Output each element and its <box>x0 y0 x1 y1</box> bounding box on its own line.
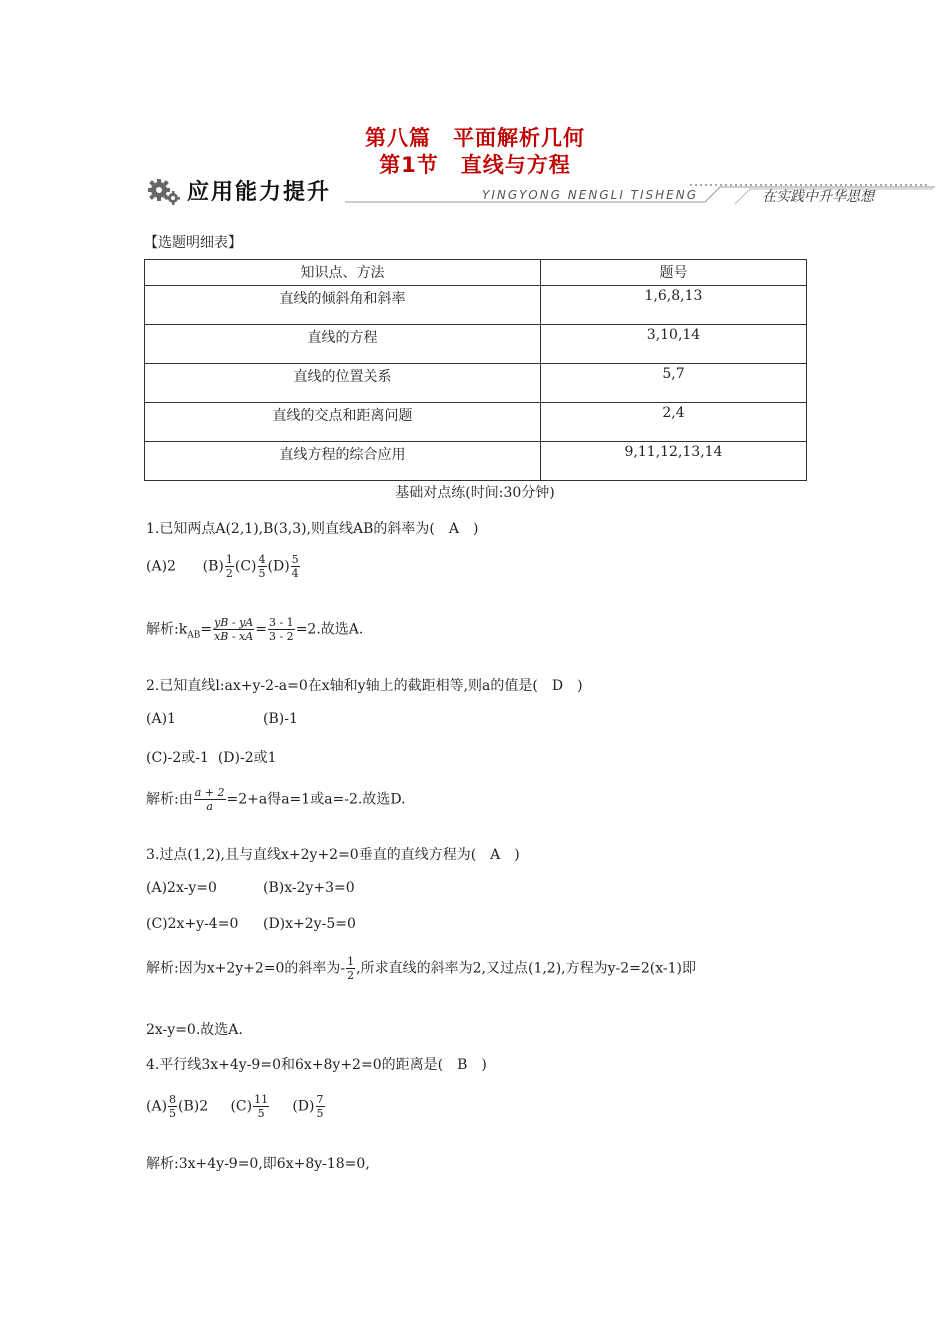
q1-option-a: (A)2 <box>146 558 176 575</box>
q2-option-c: (C)-2或-1 <box>146 750 209 766</box>
banner-title: 应用能力提升 <box>187 180 332 205</box>
fraction: $\frac{1}{2}$ <box>347 955 355 982</box>
q4-option-b: (B)2 <box>178 1098 209 1115</box>
fraction: $\frac{a + 2}{a}$ <box>194 786 225 813</box>
q3-solution: 解析:因为x+2y+2=0的斜率为- $\frac{1}{2}$ ,所求直线的斜率为2,又过点(1,2),方程为y-2=2(x-1)即 <box>146 955 697 982</box>
q1-options <box>146 553 301 580</box>
fraction: $\frac{3 - 1}{3 - 2}$ <box>268 616 294 643</box>
table-row <box>145 325 807 364</box>
q1-option-c: (C) <box>234 558 257 575</box>
banner-slogan: 在实践中升华思想 <box>762 189 874 205</box>
q2-option-b: (B)-1 <box>263 711 298 727</box>
section-title: 第1节 直线与方程 <box>379 153 571 177</box>
table-row <box>145 442 807 481</box>
q3-solution-line2: 2x-y=0.故选A. <box>146 1022 243 1038</box>
gear-icon <box>146 178 182 206</box>
q2-option-d: (D)-2或1 <box>217 750 277 766</box>
fraction: $\frac{8}{5}$ <box>169 1093 177 1120</box>
table-label: 【选题明细表】 <box>144 235 242 251</box>
chapter-title: 第八篇 平面解析几何 <box>365 126 585 150</box>
table-header-row <box>145 260 807 286</box>
table-header-number: 题号 <box>541 260 807 286</box>
fraction: $\frac{yB - yA}{xB - xA}$ <box>214 616 254 643</box>
table-row <box>145 403 807 442</box>
table-cell: 直线的方程 <box>145 325 541 364</box>
table-row <box>145 364 807 403</box>
banner-english: YINGYONG NENGLI TISHENG <box>482 188 699 202</box>
table-cell: 直线方程的综合应用 <box>145 442 541 481</box>
table-cell: 直线的倾斜角和斜率 <box>145 286 541 325</box>
q2-options-row1 <box>146 711 298 727</box>
table-row <box>145 286 807 325</box>
q3-option-b: (B)x-2y+3=0 <box>263 880 355 896</box>
q3-option-a: (A)2x-y=0 <box>146 880 217 896</box>
fraction: $\frac{1}{2}$ <box>225 553 233 580</box>
practice-caption: 基础对点练(时间:30分钟) <box>395 485 555 501</box>
q3-option-c: (C)2x+y-4=0 <box>146 916 239 932</box>
table-cell: 9,11,12,13,14 <box>541 442 807 481</box>
q4-stem: 4.平行线3x+4y-9=0和6x+8y+2=0的距离是( B ) <box>146 1057 487 1073</box>
table-cell: 5,7 <box>541 364 807 403</box>
table-cell: 直线的交点和距离问题 <box>145 403 541 442</box>
fraction: $\frac{5}{4}$ <box>291 553 299 580</box>
table-cell: 3,10,14 <box>541 325 807 364</box>
q2-option-a: (A)1 <box>146 711 176 727</box>
question-table <box>144 259 807 481</box>
q3-options-row1 <box>146 880 355 896</box>
q3-options-row2 <box>146 916 356 932</box>
q4-solution: 解析:3x+4y-9=0,即6x+8y-18=0, <box>146 1156 370 1172</box>
table-cell: 直线的位置关系 <box>145 364 541 403</box>
q2-options-row2 <box>146 747 277 767</box>
table-cell: 1,6,8,13 <box>541 286 807 325</box>
q3-stem: 3.过点(1,2),且与直线x+2y+2=0垂直的直线方程为( A ) <box>146 847 520 863</box>
fraction: $\frac{4}{5}$ <box>258 553 266 580</box>
q4-options <box>146 1093 326 1120</box>
table-header-knowledge: 知识点、方法 <box>145 260 541 286</box>
q2-solution: 解析:由 $\frac{a + 2}{a}$ =2+a得a=1或a=-2.故选D. <box>146 786 406 813</box>
table-cell: 2,4 <box>541 403 807 442</box>
q2-stem: 2.已知直线l:ax+y-2-a=0在x轴和y轴上的截距相等,则a的值是( D ) <box>146 678 583 694</box>
fraction: $\frac{7}{5}$ <box>316 1093 324 1120</box>
q3-option-d: (D)x+2y-5=0 <box>263 916 356 932</box>
q1-stem: 1.已知两点A(2,1),B(3,3),则直线AB的斜率为( A ) <box>146 521 479 537</box>
fraction: $\frac{11}{5}$ <box>254 1093 269 1120</box>
q1-option-b: (B) <box>202 558 224 575</box>
q4-option-c: (C) <box>230 1098 253 1115</box>
q4-option-d: (D) <box>292 1098 315 1115</box>
q4-option-a: (A) <box>146 1098 168 1115</box>
q1-solution: 解析$:k_{AB}=$ $\frac{yB - yA}{xB - xA}$ = $\frac{3 - 1}{3 - 2}$ =2.故选A. <box>146 616 364 643</box>
q1-option-d: (D) <box>267 558 290 575</box>
